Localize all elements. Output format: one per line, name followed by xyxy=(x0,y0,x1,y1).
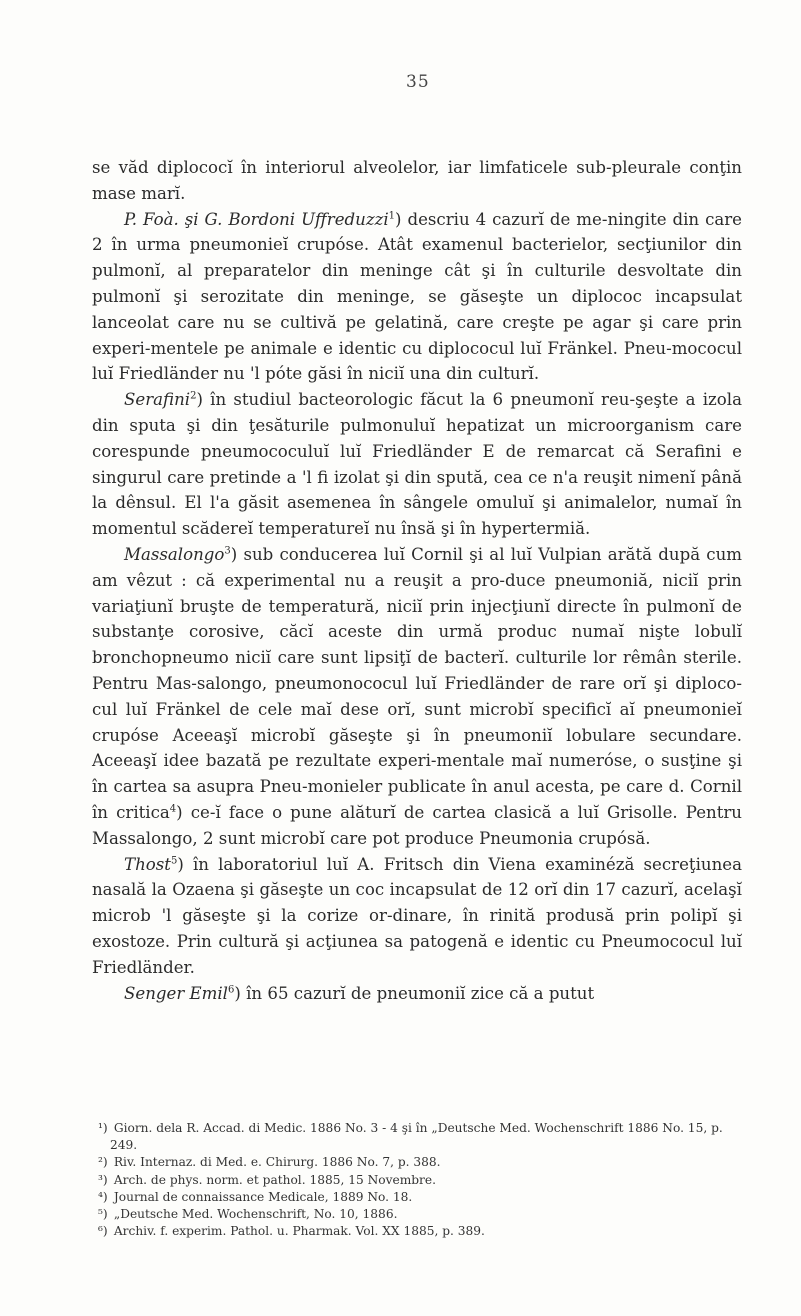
footnote-mark: ⁵) xyxy=(98,1207,108,1222)
footnote-text: Giorn. dela R. Accad. di Medic. 1886 No. 3 - 4 şi în „Deutsche Med. Wochenschrift 1886 No. 15, p. 249. xyxy=(110,1121,723,1153)
footnote-text: Riv. Internaz. di Med. e. Chirurg. 1886 No. 7, p. 388. xyxy=(113,1155,441,1170)
paragraph xyxy=(92,981,742,1007)
footnote-ref: 1 xyxy=(388,210,396,222)
footnote-mark: ²) xyxy=(98,1155,108,1170)
author-name: Thost xyxy=(124,854,171,874)
paragraph-text: ) în studiul bacteorologic făcut la 6 pneumonĭ reu-şeşte a izola din sputa şi din ţesăturile pulmonuluĭ hepatizat un microorganism care corespunde pneumococuluĭ luĭ Friedländer E de remarcat că Serafini e singurul care pretinde a 'l fi izolat şi din spută, cea ce n'a reuşit nimenĭ până la dênsul. El l'a găsit asemenea în sângele omuluĭ şi animalelor, numaĭ în momentul scădereĭ temperatureĭ nu însă şi în hypertermiă. xyxy=(92,390,742,539)
footnote-ref: 5 xyxy=(170,854,178,866)
footnote-text: Journal de connaissance Medicale, 1889 No. 18. xyxy=(113,1189,413,1204)
paragraph xyxy=(92,852,742,981)
paragraph xyxy=(92,387,742,542)
footnote xyxy=(92,1172,742,1189)
footnote-mark: ¹) xyxy=(98,1121,108,1135)
author-name: P. Foà. şi G. Bordoni Uffreduzzi xyxy=(124,209,389,229)
footnote-mark: ³) xyxy=(98,1172,108,1187)
footnote-text: Archiv. f. experim. Pathol. u. Pharmak. Vol. XX 1885, p. 389. xyxy=(113,1224,485,1239)
footnote xyxy=(92,1120,742,1154)
paragraph-text: ) sub conducerea luĭ Cornil şi al luĭ Vulpian arătă după cum am vêzut : că experimental nu a reuşit a pro-duce pneumoniă, niciĭ prin variaţiunĭ bruşte de temperatură, niciĭ prin injecţiunĭ directe în pulmonĭ de substanţe corosive, căcĭ aceste din urmă produc numaĭ nişte lobulĭ bronchopneumo niciĭ care sunt lipsiţĭ de bacterĭ. culturile lor rêmân sterile. Pentru Mas-salongo, pneumonococul luĭ Friedländer de rare orĭ şi diploco-cul luĭ Fränkel de cele maĭ dese orĭ, sunt microbĭ specificĭ aĭ pneumonieĭ crupóse Aceeaşĭ microbĭ găseşte şi în pneumoniĭ lobulare secundare. Aceeaşĭ idee bazată pe rezultate experi-mentale maĭ numeróse, o susţine şi în cartea sa asupra Pneu-monieler publicate în anul acesta, pe care d. Cornil în critica xyxy=(92,544,742,822)
footnote xyxy=(92,1154,742,1171)
footnote xyxy=(92,1223,742,1240)
paragraph xyxy=(92,542,742,852)
paragraph-text: ) descriu 4 cazurĭ de me-ningite din care 2 în urma pneumonieĭ crupóse. Atât examenul bacterielor, secţiunilor din pulmonĭ, al preparatelor din meninge cât şi în culturile desvoltate din pulmonĭ şi serozitate din meninge, se găseşte un diplococ incapsulat lanceolat care nu se cultivă pe gelatină, care creşte pe agar şi care prin experi-mentele pe animale e identic cu diplococul luĭ Fränkel. Pneu-mococul luĭ Friedländer nu 'l póte găsi în niciĭ una din culturĭ. xyxy=(92,209,743,384)
page-number: 35 xyxy=(406,72,430,92)
paragraph xyxy=(92,155,742,207)
footnote-ref: 6 xyxy=(228,983,235,995)
paragraph-text: ) ce-ĭ face o pune alăturĭ de cartea clasică a luĭ Grisolle. Pentru Massalongo, 2 sunt microbĭ care pot produce Pneumonia crupósă. xyxy=(92,802,742,848)
footnote-mark: ⁶) xyxy=(98,1224,108,1239)
author-name: Senger Emil xyxy=(124,983,228,1003)
footnote-text: Arch. de phys. norm. et pathol. 1885, 15 Novembre. xyxy=(113,1172,436,1187)
paragraph-text: ) în 65 cazurĭ de pneumoniĭ zice că a putut xyxy=(234,983,595,1003)
author-name: Serafini xyxy=(124,390,191,410)
paragraph-text: ) în laboratoriul luĭ A. Fritsch din Viena examinéză secreţiunea nasală la Ozaena şi găseşte un coc incapsulat de 12 orĭ din 17 cazurĭ, acelaşĭ microb 'l găseşte şi la corize or-dinare, în rinită produsă prin polipĭ şi exostoze. Prin cultură şi acţiunea sa patogenă e identic cu Pneumococul luĭ Friedländer. xyxy=(92,854,742,977)
footnotes xyxy=(92,1120,742,1240)
footnote-ref: 3 xyxy=(224,545,231,557)
footnote-mark: ⁴) xyxy=(98,1189,108,1204)
footnote-text: „Deutsche Med. Wochenschrift, No. 10, 1886. xyxy=(113,1207,398,1222)
footnote xyxy=(92,1189,742,1206)
footnote-ref: 2 xyxy=(190,390,197,402)
body-text xyxy=(92,155,742,1006)
paragraph xyxy=(92,207,742,388)
author-name: Massalongo xyxy=(124,544,225,564)
footnote-ref: 4 xyxy=(169,803,177,815)
paragraph-text: se văd diplococĭ în interiorul alveolelor, iar limfaticele sub-pleurale conţin mase marĭ. xyxy=(92,158,742,203)
footnote xyxy=(92,1206,742,1223)
